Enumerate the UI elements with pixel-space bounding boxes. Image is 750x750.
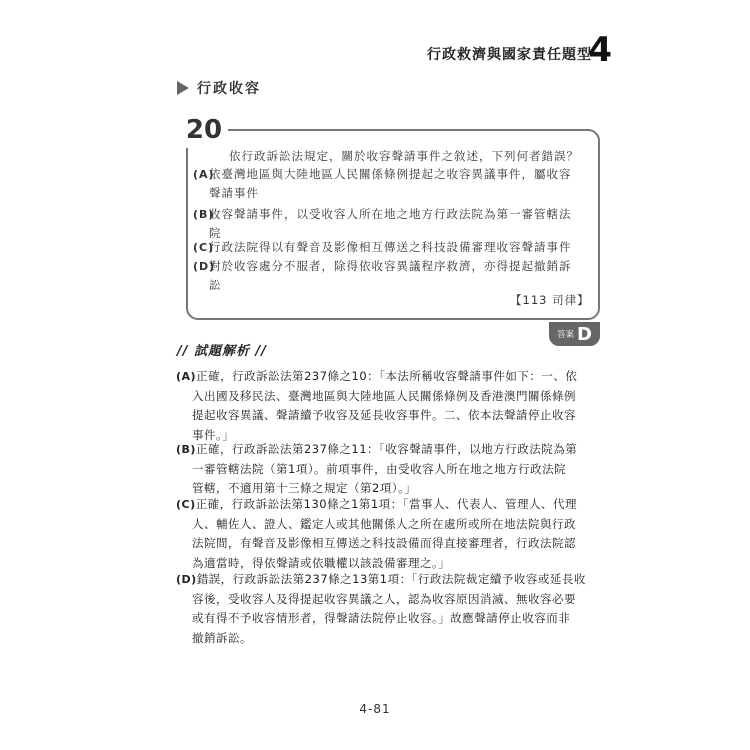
- option-d-text: 對於收容處分不服者，除得依收容異議程序救濟，亦得提起撤銷訴 訟: [209, 259, 572, 292]
- analysis-d-mark: (D): [176, 573, 197, 586]
- analysis-item-c: [176, 495, 600, 573]
- option-c: [193, 238, 583, 257]
- analysis-item-b: [176, 440, 600, 499]
- analysis-b-line3: 管轄，不適用第十三條之規定（第2項）。」: [192, 481, 417, 495]
- analysis-d-line2: 容後，受收容人及得提起收容異議之人，認為收容原因消滅、無收容必要: [192, 591, 576, 606]
- question-number: 20: [180, 112, 228, 148]
- question-stem: 依行政訴訟法規定，關於收容聲請事件之敘述，下列何者錯誤？: [229, 149, 579, 163]
- analysis-b-line1: 正確，行政訴訟法第237條之11：「收容聲請事件，以地方行政法院為第: [195, 442, 578, 456]
- option-c-text: 行政法院得以有聲音及影像相互傳送之科技設備審理收容聲請事件: [209, 240, 572, 254]
- page-number: 4-81: [359, 702, 391, 716]
- analysis-d-line3: 或有得不予收容情形者，得聲請法院停止收容。」故應聲請停止收容而非: [192, 611, 571, 625]
- analysis-c-line4: 為適當時，得依聲請或依職權以該設備審理之。」: [192, 555, 451, 570]
- analysis-c-line2: 人、輔佐人、證人、鑑定人或其他關係人之所在處所或所在地法院與行政: [192, 516, 576, 531]
- analysis-c-mark: (C): [176, 498, 196, 511]
- question-source: 【113 司律】: [510, 293, 590, 307]
- answer-label: 答案: [557, 330, 575, 340]
- analysis-item-a: [176, 367, 600, 445]
- chapter-title: 行政救濟與國家責任題型: [427, 47, 592, 63]
- option-b-mark: (B): [193, 208, 215, 221]
- section-title: 行政收容: [197, 81, 261, 97]
- option-b-text: 收容聲請事件，以受收容人所在地之地方行政法院為第一審管轄法 院: [209, 207, 572, 240]
- chapter-number: 4: [588, 30, 612, 70]
- analysis-c-line3: 法院間，有聲音及影像相互傳送之科技設備而得直接審理者，行政法院認: [192, 536, 576, 550]
- option-a-text: 依臺灣地區與大陸地區人民關係條例提起之收容異議事件，屬收容 聲請事件: [209, 167, 572, 200]
- answer-tab: [549, 322, 600, 346]
- analysis-d-line4: 撤銷訴訟。: [192, 630, 252, 645]
- option-a-mark: (A): [193, 168, 215, 181]
- analysis-a-line3: 提起收容異議、聲請續予收容及延長收容事件。二、依本法聲請停止收容: [192, 408, 576, 422]
- analysis-d-line1: 錯誤，行政訴訟法第237條之13第1項：「行政法院裁定續予收容或延長收: [196, 572, 586, 586]
- analysis-c-line1: 正確，行政訴訟法第130條之1第1項：「當事人、代表人、管理人、代理: [195, 497, 577, 511]
- analysis-a-line2: 入出國及移民法、臺灣地區與大陸地區人民關係條例及香港澳門關係條例: [192, 388, 576, 403]
- analysis-a-line1: 正確，行政訴訟法第237條之10：「本法所稱收容聲請事件如下：一、依: [196, 369, 578, 383]
- analysis-b-line2: 一審管轄法院（第1項）。前項事件，由受收容人所在地之地方行政法院: [192, 461, 567, 476]
- section-header: [177, 78, 261, 98]
- analysis-b-mark: (B): [176, 443, 196, 456]
- triangle-right-icon: [177, 81, 189, 95]
- option-d-mark: (D): [193, 260, 216, 273]
- option-c-mark: (C): [193, 241, 215, 254]
- answer-value: D: [577, 323, 592, 345]
- analysis-title: // 試題解析 //: [177, 344, 268, 359]
- option-a: [193, 165, 583, 203]
- analysis-a-mark: (A): [176, 370, 197, 383]
- option-d: [193, 257, 583, 295]
- analysis-a-line4: 事件。」: [192, 427, 235, 442]
- analysis-item-d: [176, 570, 600, 648]
